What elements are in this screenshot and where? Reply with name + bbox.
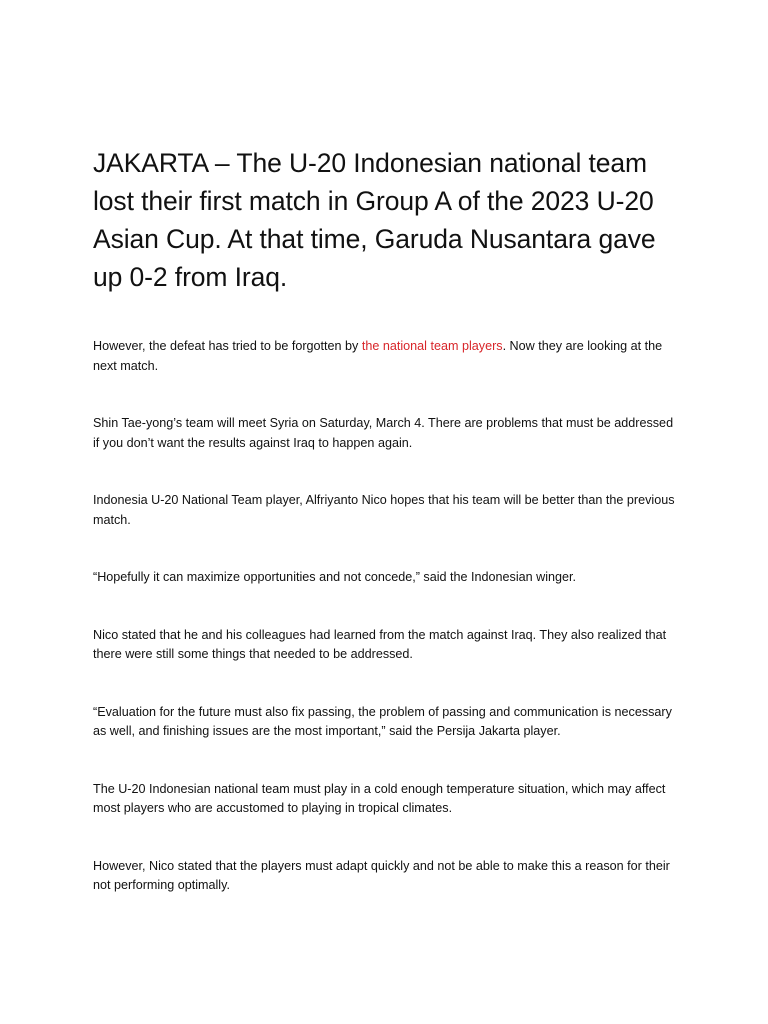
article-paragraph-8: However, Nico stated that the players must adapt quickly and not be able to make this a reason for their not performing optimally. — [93, 858, 670, 892]
paragraph-1-text-after-link: . Now they are looking at the next match. — [93, 339, 663, 373]
article-paragraph-1 — [93, 337, 680, 376]
paragraph-1-text-before-link: However, the defeat has tried to be forgotten by — [93, 339, 362, 353]
article-paragraph-5: Nico stated that he and his colleagues had learned from the match against Iraq. They also realized that there were still some things that needed to be addressed. — [93, 627, 667, 661]
article-paragraph-3: Indonesia U-20 National Team player, Alfriyanto Nico hopes that his team will be better than the previous match. — [93, 493, 675, 527]
article-paragraph-4: “Hopefully it can maximize opportunities and not concede,” said the Indonesian winger. — [93, 570, 577, 584]
article-headline: JAKARTA – The U-20 Indonesian national team lost their first match in Group A of the 2023 U-20 Asian Cup. At that time, Garuda Nusantara gave up 0-2 from Iraq. — [93, 148, 656, 292]
article-paragraph-7: The U-20 Indonesian national team must play in a cold enough temperature situation, which may affect most players who are accustomed to playing in tropical climates. — [93, 781, 666, 815]
article-paragraph-2: Shin Tae-yong’s team will meet Syria on Saturday, March 4. There are problems that must be addressed if you don’t want the results against Iraq to happen again. — [93, 416, 674, 450]
national-team-players-link[interactable]: the national team players — [361, 339, 503, 353]
article-paragraph-6: “Evaluation for the future must also fix passing, the problem of passing and communication is necessary as well, and finishing issues are the most important,” said the Persija Jakarta player. — [93, 704, 672, 738]
